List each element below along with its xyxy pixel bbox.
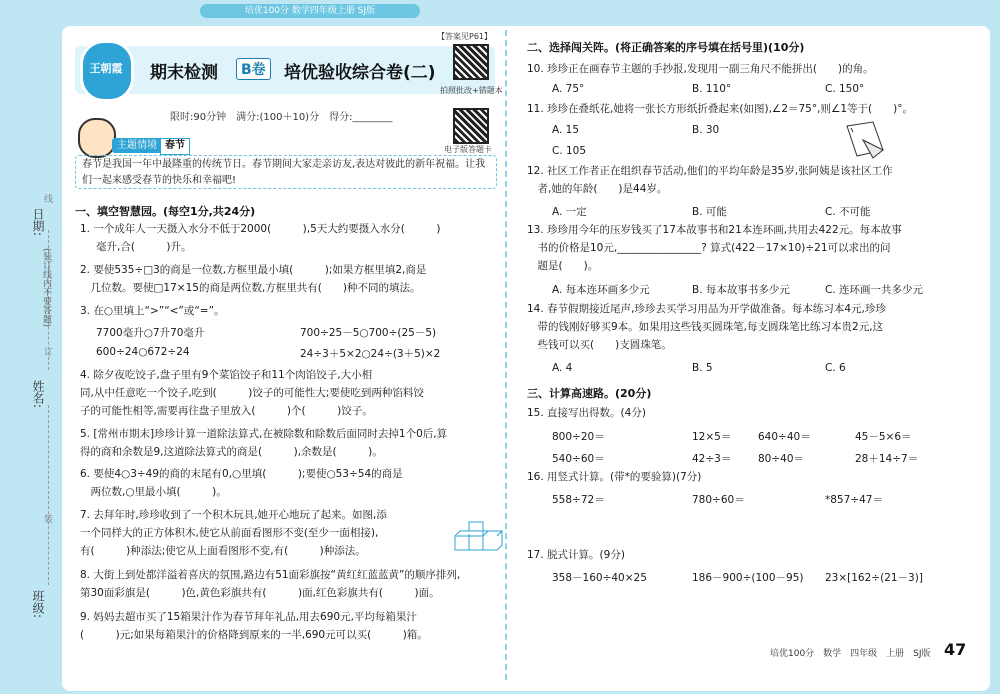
option-c: C. 105 <box>552 145 587 157</box>
question-17: 17. 脱式计算。(9分) <box>527 549 625 561</box>
calc-item: 42÷3＝ <box>692 453 732 465</box>
question-7: 7. 去拜年时,珍珍收到了一个积木玩具,她开心地玩了起来。如图,添 一个同样大的正方体积木,使它从前面看图形不变(至少一面相接), 有( )种添法;使它从上面看图形不变,有( )种添法。 <box>80 509 387 557</box>
section-heading: 二、选择闯关阵。(将正确答案的序号填在括号里)(10分) <box>527 41 805 54</box>
question-4: 4. 除夕夜吃饺子,盘子里有9个菜馅饺子和11个肉馅饺子,大小相 同,从中任意吃一个饺子,吃到( )饺子的可能性大;要使吃到两种馅料饺 子的可能性相等,需要再往盘子里放入( )个( )饺子。 <box>80 369 424 417</box>
theme-label: 主题情境 <box>112 138 162 153</box>
compare-item: 600÷24○672÷24 <box>96 346 190 358</box>
calc-item: 45－5×6＝ <box>855 431 912 443</box>
answer-reference: 【答案见P61】 <box>437 32 493 41</box>
calc-item: 540÷60＝ <box>552 453 605 465</box>
compare-item: 24÷3＋5×2○24÷(3＋5)×2 <box>300 348 441 360</box>
binding-line <box>48 405 49 585</box>
calc-item: 23×[162÷(21－3)] <box>825 572 923 584</box>
question-13: 13. 珍珍用今年的压岁钱买了17本故事书和21本连环画,共用去422元。每本故事 书的价格是10元,________________? 算式(422－17×10)÷21可以求出的问 题是( )。 <box>527 224 902 272</box>
question-11: 11. 珍珍在叠纸花,她将一张长方形纸折叠起来(如图),∠2＝75°,则∠1等于( )°。 <box>527 103 913 115</box>
top-wave <box>0 0 1000 22</box>
option-a: A. 一定 <box>552 206 587 218</box>
compare-item: 700÷25－5○700÷(25－5) <box>300 327 437 339</box>
calc-item: 558÷72＝ <box>552 494 605 506</box>
question-12: 12. 社区工作者正在组织春节活动,他们的平均年龄是35岁,张阿姨是该社区工作 者,她的年龄( )是44岁。 <box>527 165 893 195</box>
question-8: 8. 大街上到处都洋溢着喜庆的氛围,路边有51面彩旗按“黄红红蓝蓝黄”的顺序排列, 第30面彩旗是( )色,黄色彩旗共有( )面,红色彩旗共有( )面。 <box>80 569 461 599</box>
calc-item: 780÷60＝ <box>692 494 745 506</box>
option-c: C. 6 <box>825 362 846 374</box>
calc-item: 186－900÷(100－95) <box>692 572 804 584</box>
qr-code-icon[interactable] <box>453 44 489 80</box>
binding-char: 订 <box>44 348 54 358</box>
name-label: 姓名: <box>31 380 45 409</box>
center-divider <box>505 30 507 680</box>
calc-item: 358－160÷40×25 <box>552 572 647 584</box>
option-c: C. 不可能 <box>825 206 871 218</box>
binding-margin <box>0 0 62 694</box>
calc-item: 80÷40＝ <box>758 453 805 465</box>
qr-caption: 拍照批改+错题本 <box>440 86 503 95</box>
calc-item: 28＋14÷7＝ <box>855 453 919 465</box>
option-a: A. 4 <box>552 362 573 374</box>
folded-paper-figure <box>843 120 889 160</box>
logo-text: 王朝霞 <box>89 62 123 75</box>
option-a: A. 15 <box>552 124 580 136</box>
option-b: B. 5 <box>692 362 713 374</box>
page-number: 47 <box>944 640 967 659</box>
qr-caption: 电子版答题卡 <box>444 145 492 154</box>
option-a: A. 每本连环画多少元 <box>552 284 650 296</box>
option-b: B. 110° <box>692 83 732 95</box>
option-b: B. 30 <box>692 124 720 136</box>
question-10: 10. 珍珍正在画春节主题的手抄报,发现用一副三角尺不能拼出( )的角。 <box>527 63 874 75</box>
exam-info: 限时:90分钟 满分:(100＋10)分 得分:________ <box>170 112 393 123</box>
question-3: 3. 在○里填上“>”“<”或“=”。 <box>80 305 225 317</box>
option-c: C. 连环画一共多少元 <box>825 284 924 296</box>
calc-item: 12×5＝ <box>692 431 732 443</box>
option-b: B. 每本故事书多少元 <box>692 284 790 296</box>
binding-char: 装 <box>44 515 54 525</box>
option-a: A. 75° <box>552 83 585 95</box>
binding-char: 线 <box>44 195 54 205</box>
calc-item: 800÷20＝ <box>552 431 605 443</box>
question-14: 14. 春节假期接近尾声,珍珍去买学习用品为开学做准备。每本练习本4元,珍珍 带的钱刚好够买9本。如果用这些钱买圆珠笔,每支圆珠笔比练习本贵2元,这 些钱可以买( )支圆珠笔。 <box>527 303 886 351</box>
binding-note: (装订线内不要答题) <box>41 248 51 328</box>
question-6: 6. 要使4○3÷49的商的末尾有0,○里填( );要使○53÷54的商是 两位数,○里最小填( )。 <box>80 468 403 498</box>
option-c: C. 150° <box>825 83 865 95</box>
question-9: 9. 妈妈去超市买了15箱果汁作为春节拜年礼品,用去690元,平均每箱果汁 ( )元;如果每箱果汁的价格降到原来的一半,690元可以买( )箱。 <box>80 611 428 641</box>
top-strip: 培优100分 数学四年级上册 SJ版 <box>200 4 420 18</box>
theme-topic: 春节 <box>160 138 190 155</box>
compare-item: 7700毫升○7升70毫升 <box>96 327 205 339</box>
question-16: 16. 用竖式计算。(带*的要验算)(7分) <box>527 471 702 483</box>
section-heading: 三、计算高速路。(20分) <box>527 387 652 400</box>
question-1: 1. 一个成年人一天摄入水分不低于2000( ),5天大约要摄入水分( ) 毫升,合( )升。 <box>80 223 441 253</box>
question-2: 2. 要使535÷□3的商是一位数,方框里最小填( );如果方框里填2,商是 几位数。要使□17×15的商是两位数,方框里共有( )种不同的填法。 <box>80 264 427 294</box>
qr-code-icon[interactable] <box>453 108 489 144</box>
question-15: 15. 直接写出得数。(4分) <box>527 407 646 419</box>
page-title: 期末检测 <box>150 63 218 83</box>
option-b: B. 可能 <box>692 206 727 218</box>
date-label: 日期: <box>31 208 45 237</box>
class-label: 班级: <box>31 590 45 619</box>
cube-blocks-figure <box>453 518 503 558</box>
calc-item: *857÷47＝ <box>825 494 883 506</box>
intro-text: 春节是我国一年中最隆重的传统节日。春节期间大家走亲访友,表达对彼此的新年祝福。让我们一起来感受春节的快乐和幸福吧! <box>75 155 497 189</box>
calc-item: 640÷40＝ <box>758 431 811 443</box>
page-subtitle: 培优验收综合卷(二) <box>284 63 436 83</box>
section-heading: 一、填空智慧园。(每空1分,共24分) <box>75 205 256 218</box>
volume-badge: B卷 <box>236 58 271 80</box>
girl-illustration-icon <box>78 118 116 158</box>
question-5: 5. [常州市期末]珍珍计算一道除法算式,在被除数和除数后面同时去掉1个0后,算 得的商和余数是9,这道除法算式的商是( ),余数是( )。 <box>80 428 448 458</box>
footer-text: 培优100分 数学 四年级 上册 SJ版 <box>770 649 931 659</box>
